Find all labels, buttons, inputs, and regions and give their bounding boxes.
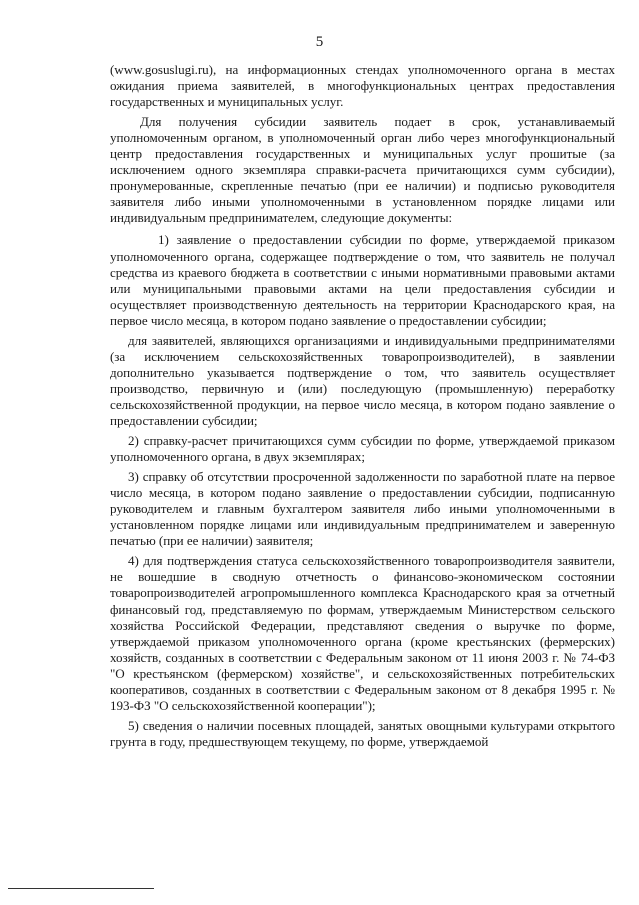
paragraph-item-2: 2) справку-расчет причитающихся сумм субсидии по форме, утверждаемой приказом уполномоченного органа, в двух экземплярах;	[110, 433, 615, 465]
paragraph-item-4: 4) для подтверждения статуса сельскохозяйственного товаропроизводителя заявители, не вошедшие в сводную отчетность о финансово-экономическом состоянии товаропроизводителей агропромышленного комплекса Краснодарского края за отчетный финансовый год, представляемую по формам, утверждаемым Министерством сельского хозяйства Российской Федерации, представляют сведения о выручке по форме, утверждаемой приказом уполномоченного органа (кроме крестьянских (фермерских) хозяйств, созданных в соответствии с Федеральным законом от 11 июня 2003 г. № 74-ФЗ "О крестьянском (фермерском) хозяйстве", и сельскохозяйственных потребительских кооперативов, созданных в соответствии с Федеральным законом от 8 декабря 1995 г. № 193-ФЗ "О сельскохозяйственной кооперации");	[110, 553, 615, 713]
paragraph-item-1: 1) заявление о предоставлении субсидии по форме, утверждаемой приказом уполномоченного органа, содержащее подтверждение о том, что заявитель не получал средства из краевого бюджета в соответствии с иными нормативными правовыми актами или муниципальными правовыми актами на цели предоставления субсидии и осуществляет производственную деятельность на территории Краснодарского края, на первое число месяца, в котором подано заявление о предоставлении субсидии;	[110, 232, 615, 328]
paragraph-item-5: 5) сведения о наличии посевных площадей, занятых овощными культурами открытого грунта в году, предшествующем текущему, по форме, утверждаемой	[110, 717, 615, 749]
paragraph-submission-rules: Для получения субсидии заявитель подает в срок, устанавливаемый уполномоченным органом, в уполномоченный орган либо через многофункциональный центр предоставления государственных и муниципальных услуг прошитые (за исключением одного экземпляра справки-расчета причитающихся сумм субсидии), пронумерованные, скрепленные печатью (при ее наличии) и подписью руководителя заявителя либо иными уполномоченными в установленном порядке лицами или индивидуальным предпринимателем, следующие документы:	[110, 114, 615, 226]
paragraph-item-3: 3) справку об отсутствии просроченной задолженности по заработной плате на первое число месяца, в котором подано заявление о предоставлении субсидии, подписанную руководителем и главным бухгалтером заявителя либо иными уполномоченными в установленном порядке лицами или индивидуальным предпринимателем и заверенную печатью (при ее наличии) заявителя;	[110, 469, 615, 549]
page-number: 5	[315, 34, 324, 50]
document-body	[110, 62, 615, 750]
footnote-divider	[8, 888, 154, 889]
paragraph-item-1-addendum: для заявителей, являющихся организациями и индивидуальными предпринимателями (за исключением сельскохозяйственных товаропроизводителей), в заявлении дополнительно указывается подтверждение о том, что заявитель осуществляет производство, первичную и (или) последующую (промышленную) переработку сельскохозяйственной продукции, на первое число месяца, в котором подано заявление о предоставлении субсидии;	[110, 332, 615, 428]
paragraph-continuation: (www.gosuslugi.ru), на информационных стендах уполномоченного органа в местах ожидания приема заявителей, в многофункциональных центрах предоставления государственных и муниципальных услуг.	[110, 62, 615, 110]
